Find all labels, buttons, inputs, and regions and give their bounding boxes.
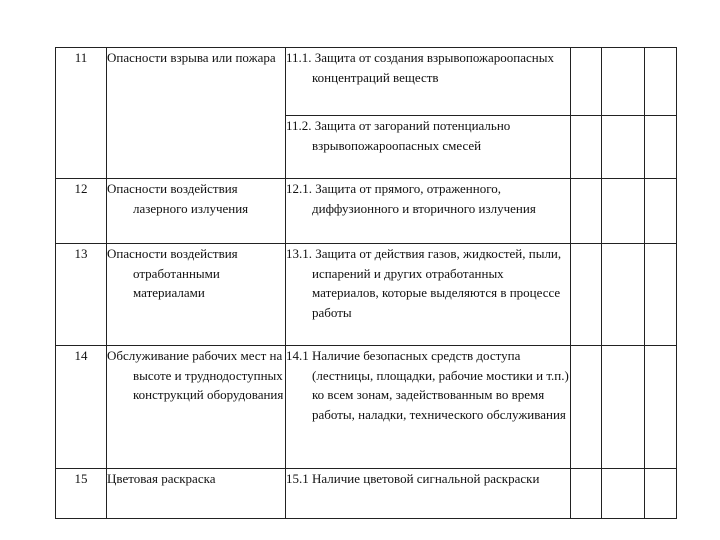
measure-cell <box>286 116 571 179</box>
empty-cell <box>602 116 645 179</box>
hazard-text: Цветовая раскраска <box>107 471 216 486</box>
measure-text: 11.1. Защита от создания взрывопожароопасных концентраций веществ <box>286 50 554 85</box>
row-number: 15 <box>56 469 107 519</box>
measure-cell <box>286 48 571 116</box>
empty-cell <box>645 346 677 469</box>
measure-text: 11.2. Защита от загораний потенциально взрывопожароопасных смесей <box>286 118 511 153</box>
empty-cell <box>645 116 677 179</box>
measure-cell <box>286 179 571 244</box>
table-row <box>56 179 677 244</box>
measure-text: 14.1 Наличие безопасных средств доступа (лестницы, площадки, рабочие мостики и т.п.) ко всем зонам, задействованным во время работы, наладки, технического обслуживания <box>286 348 569 422</box>
empty-cell <box>645 244 677 346</box>
measure-cell <box>286 469 571 519</box>
empty-cell <box>571 346 602 469</box>
measure-text: 13.1. Защита от действия газов, жидкостей, пыли, испарений и других отработанных материалов, которые выделяются в процессе работы <box>286 246 562 320</box>
table-row <box>56 346 677 469</box>
empty-cell <box>645 48 677 116</box>
row-number: 11 <box>56 48 107 179</box>
hazard-text: Опасности воздействия отработанными материалами <box>107 246 238 300</box>
row-number: 12 <box>56 179 107 244</box>
hazard-cell <box>107 48 286 179</box>
empty-cell <box>602 244 645 346</box>
hazard-cell <box>107 346 286 469</box>
empty-cell <box>571 469 602 519</box>
row-number: 14 <box>56 346 107 469</box>
hazard-text: Обслуживание рабочих мест на высоте и труднодоступных конструкций оборудования <box>107 348 284 402</box>
empty-cell <box>571 116 602 179</box>
empty-cell <box>602 346 645 469</box>
row-number: 13 <box>56 244 107 346</box>
hazard-text: Опасности воздействия лазерного излучения <box>107 181 249 216</box>
measure-text: 15.1 Наличие цветовой сигнальной раскраски <box>286 471 540 486</box>
measure-cell <box>286 346 571 469</box>
empty-cell <box>645 179 677 244</box>
empty-cell <box>571 48 602 116</box>
hazard-cell <box>107 244 286 346</box>
empty-cell <box>602 469 645 519</box>
empty-cell <box>602 48 645 116</box>
empty-cell <box>571 244 602 346</box>
measure-text: 12.1. Защита от прямого, отраженного, диффузионного и вторичного излучения <box>286 181 536 216</box>
measure-cell <box>286 244 571 346</box>
table-row <box>56 469 677 519</box>
empty-cell <box>602 179 645 244</box>
hazard-cell <box>107 469 286 519</box>
hazard-measures-table <box>55 47 677 519</box>
table-row <box>56 244 677 346</box>
table-row <box>56 48 677 116</box>
hazard-cell <box>107 179 286 244</box>
hazard-text: Опасности взрыва или пожара <box>107 50 276 65</box>
empty-cell <box>571 179 602 244</box>
empty-cell <box>645 469 677 519</box>
